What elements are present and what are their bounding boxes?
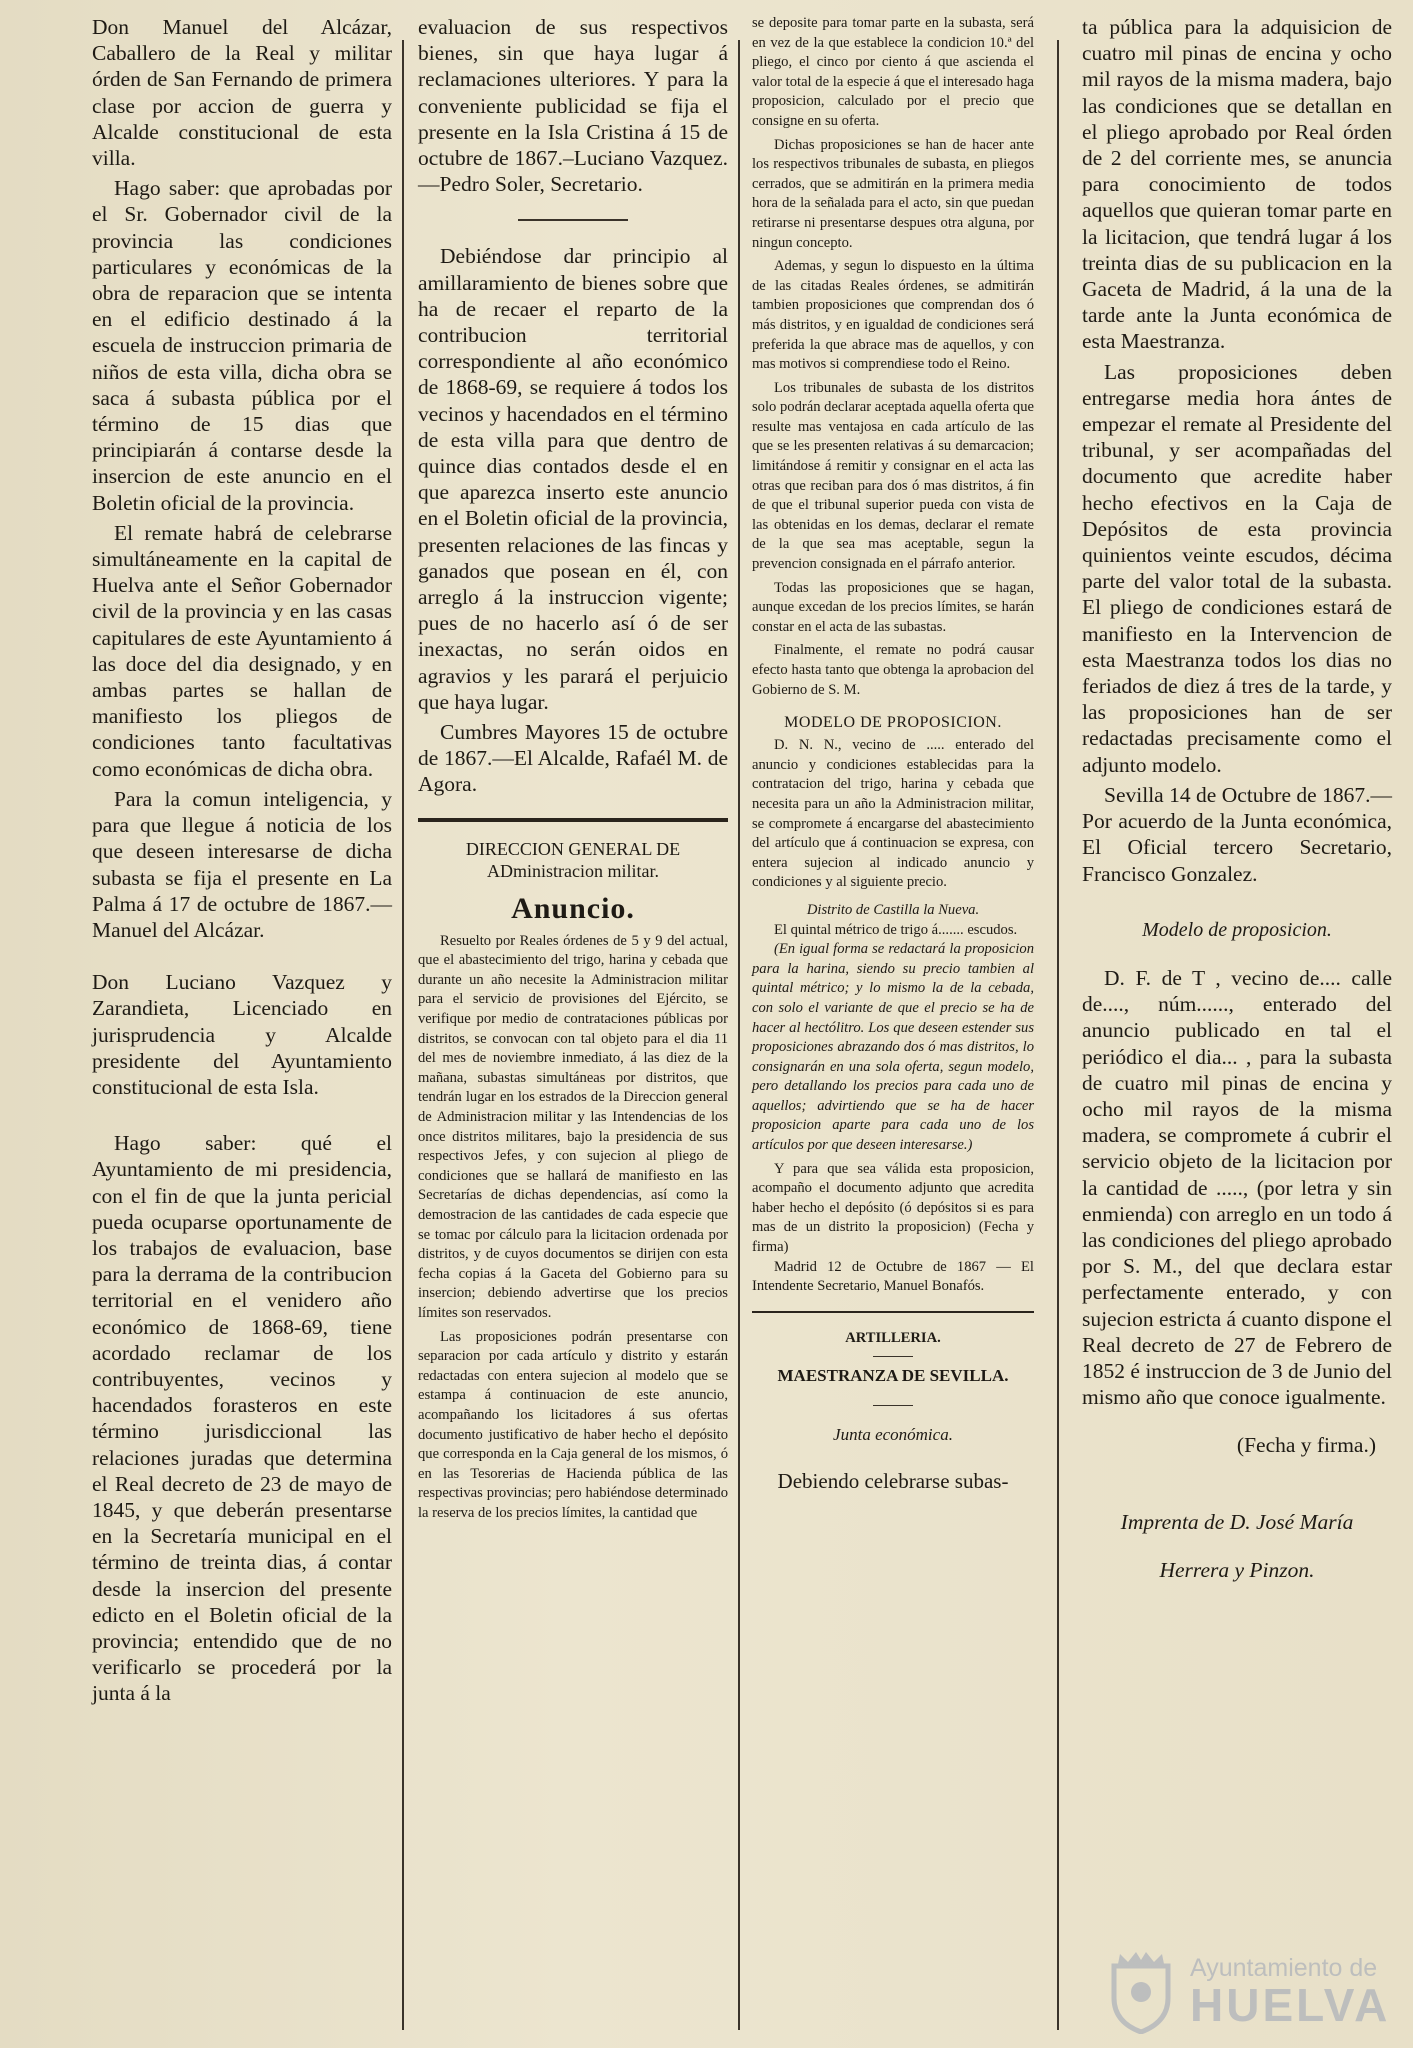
paragraph-small: Resuelto por Reales órdenes de 5 y 9 del actual, que el abastecimiento del trigo, harina y cebada que durante un año necesite la Administracion militar para el servicio de provisiones del Ejército, se verifique por medio de contrataciones públicas por distritos, se convocan con tal objeto para el dia 11 del mes de noviembre inmediato, á las diez de la mañana, subastas simultáneas por distritos, que tendrán lugar en los estrados de la Direccion general de Administracion militar y las Intendencias de los once distritos militares, bajo la presidencia de sus respectivos Jefes, y con sujecion al pliego de condiciones que se hallará de manifiesto en las Secretarías de dichas dependencias, así como la demostracion de las cantidades de cada especie que se tomac por cálculo para la licitacion ordenada por distritos, y de cuyos documentos se dirijen con esta fecha copias á la Gaceta del Gobierno para su insercion; debiendo advertirse que los precios límites son reservados. xyxy=(418,932,728,1321)
paragraph: Para la comun inteligencia, y para que llegue á noticia de los que deseen interesarse de dicha subasta se fija el presente en La Palma á 17 de octubre de 1867.—Manuel del Alcázar. xyxy=(92,786,392,942)
signature-line: (Fecha y firma.) xyxy=(1236,1433,1376,1458)
paragraph: El remate habrá de celebrarse simultáneamente en la capital de Huelva ante el Señor Gobernador civil de la provincia y en las casas capitulares de este Ayuntamiento á las doce del dia designado, y en ambas partes se hallan de manifiesto los pliegos de condiciones tanto facultativas como económicas de dicha obra. xyxy=(92,520,392,781)
modelo-heading: Modelo de proposicion. xyxy=(1142,918,1332,941)
paragraph-small: Ademas, y segun lo dispuesto en la última de las citadas Reales órdenes, se admitirán tambien proposiciones que comprendan dos ó más distritos, y en igualdad de condiciones será preferida la que abrace mas de aquellos, y con mas motivos si comprendiese todo el Reino. xyxy=(752,258,1034,373)
watermark-line1: Ayuntamiento de xyxy=(1190,1954,1378,1982)
paragraph: Debiendo celebrarse subas- xyxy=(777,1469,1009,1494)
city-crest-icon xyxy=(1106,1948,1176,2034)
junta-heading: Junta económica. xyxy=(833,1425,953,1445)
paragraph: D. F. de T , vecino de.... calle de...., núm......, enterado del anuncio publicado en tal el periódico el dia... , para la subasta de cuatro mil pinas de encina y ocho mil rayos de la misma madera, se compromete á cubrir el servicio objeto de la licitacion por la cantidad de ....., (por letra y sin enmienda) con arreglo en un todo á las condiciones del pliego aprobado por S. M., del que declara estar perfectamente enterado, y con sujecion estricta á cuanto dispone el Real decreto de 27 de Febrero de 1852 é instruccion de 3 de Junio del mismo año que conoce igualmente. xyxy=(1082,965,1392,1410)
paragraph: Debiéndose dar principio al amillaramiento de bienes sobre que ha de recaer el reparto de la contribucion territorial correspondiente al año económico de 1868-69, se requiere á todos los vecinos y hacendados en el término de esta villa para que dentro de quince dias contados desde el en que aparezca inserto este anuncio en el Boletin oficial de la provincia, presenten relaciones de las fincas y ganados que posean en él, con arreglo á la instruccion vigente; pues de no hacerlo así ó de ser inexactas, no serán oidos en agravios y les parará el perjuicio que haya lugar. xyxy=(418,244,728,714)
section-divider-thick xyxy=(418,818,728,822)
section-divider xyxy=(518,219,628,221)
column-2 xyxy=(418,14,728,1524)
paragraph: Hago saber: que aprobadas por el Sr. Gobernador civil de la provincia las condiciones particulares y económicas de la obra de reparacion que se intenta en el edificio destinado á la escuela de instruccion primaria de niños de esta villa, dicha obra se saca á subasta pública por el término de 15 dias que principiarán á contarse desde la insercion de este anuncio en el Boletin oficial de la provincia. xyxy=(92,176,392,515)
paragraph-small: Las proposiciones podrán presentarse con separacion por cada artículo y distrito y estarán redactadas con entera sujecion al modelo que se estampa á continuacion de este anuncio, acompañando los licitadores á sus ofertas documento justificativo de haber hecho el depósito que corresponda en la Caja general de los mismos, ó en las Tesorerias de Hacienda pública de las respectivas provincias; pero habiéndose determinado la reserva de los precios límites, la cantidad que xyxy=(418,1328,728,1521)
paragraph-small: Los tribunales de subasta de los distritos solo podrán declarar aceptada aquella oferta que resulte mas ventajosa en cada artículo de las que se les presenten relativas á su demarcacion; limitándose á remitir y consignar en el acta las otras que reciban para dos ó mas distritos, á fin de que el tribunal superior pueda con vista de las obtenidas en los demas, declarar el remate de la que sea mas aceptable, segun la prevencion consignada en el párrafo anterior. xyxy=(752,379,1034,573)
column-rule xyxy=(738,40,740,2030)
section-divider xyxy=(873,1356,913,1357)
watermark-line2: HUELVA xyxy=(1190,1979,1391,2031)
imprint-line: Imprenta de D. José María xyxy=(1120,1509,1354,1534)
section-divider xyxy=(752,1311,1034,1313)
paragraph: evaluacion de sus respectivos bienes, sin que haya lugar á reclamaciones ulteriores. Y para la conveniente publicidad se fija el presente en la Isla Cristina á 15 de octubre de 1867.–Luciano Vazquez. —Pedro Soler, Secretario. xyxy=(418,15,728,197)
paragraph-small: Madrid 12 de Octubre de 1867 — El Intendente Secretario, Manuel Bonafós. xyxy=(752,1258,1034,1295)
notice-heading-vazquez: Don Luciano Vazquez y Zarandieta, Licenciado en jurisprudencia y Alcalde presidente del Ayuntamiento constitucional de esta Isla. xyxy=(92,970,392,1099)
artilleria-heading: ARTILLERIA. xyxy=(845,1329,941,1346)
paragraph-small: Dichas proposiciones se han de hacer ante los respectivos tribunales de subasta, en pliegos cerrados, que se admitirán en la primera media hora de la señalada para el acto, sin que puedan retirarse ni presentarse despues otra alguna, por ningun concepto. xyxy=(752,136,1034,251)
column-rule xyxy=(402,40,404,2030)
imprint-line: Herrera y Pinzon. xyxy=(1159,1557,1315,1582)
paragraph-small-italic: (En igual forma se redactará la proposicion para la harina, siendo su precio tambien al quintal métrico; y lo mismo la de la cebada, con solo el variante de que el precio se ha de hacer al hectólitro. Los que deseen estender sus proposiciones abrazando dos ó mas distritos, lo consignarán en una sola oferta, segun modelo, pero detallando los precios para cada uno de aquellos; advirtiendo que se ha de hacer proposicion aparte para cada uno de los artículos por que deseen interesarse.) xyxy=(752,941,1034,1154)
column-1 xyxy=(92,14,392,1707)
paragraph: Sevilla 14 de Octubre de 1867.—Por acuerdo de la Junta económica, El Oficial tercero Secretario, Francisco Gonzalez. xyxy=(1082,782,1392,886)
column-4 xyxy=(1082,14,1392,1583)
section-divider xyxy=(873,1405,913,1406)
distrito-heading: Distrito de Castilla la Nueva. xyxy=(806,901,980,918)
paragraph-small: El quintal métrico de trigo á....... escudos. xyxy=(774,921,1018,938)
column-rule xyxy=(1057,40,1059,2030)
column-3 xyxy=(752,14,1034,1494)
modelo-heading: MODELO DE PROPOSICION. xyxy=(784,714,1002,732)
paragraph: ta pública para la adquisicion de cuatro mil pinas de encina y ocho mil rayos de la misma madera, bajo las condiciones que se detallan en el pliego aprobado por Real órden de 2 del corriente mes, se anuncia para conocimiento de todos aquellos que quieran tomar parte en la licitacion, que tendrá lugar á los treinta dias de su publicacion en la Gaceta de Madrid, á la una de la tarde ante la Junta económica de esta Maestranza. xyxy=(1082,15,1392,354)
paragraph: Hago saber: qué el Ayuntamiento de mi presidencia, con el fin de que la junta pericial pueda ocuparse oportunamente de los trabajos de evaluacion, base para la derrama de la contribucion territorial en el venidero año económico de 1868-69, tiene acordado reclamar de los contribuyentes, vecinos y hacendados forasteros en este término jurisdiccional las relaciones juradas que determina el Real decreto de 23 de mayo de 1845, y que deberán presentarse en la Secretaría municipal en el término de treinta dias, á contar desde la insercion del presente edicto en el Boletin oficial de la provincia; entendido que de no verificarlo se procederá por la junta á la xyxy=(92,1131,392,1706)
paragraph-small: se deposite para tomar parte en la subasta, será en vez de la que establece la condicion 10.ª del pliego, el cinco por ciento á que ascienda el valor total de la especie á que el interesado haga proposicion, calculado por el precio que consigne en su oferta. xyxy=(752,15,1034,129)
section-heading: DIRECCION GENERAL DE ADministracion militar. xyxy=(465,838,681,881)
paragraph-small: D. N. N., vecino de ..... enterado del anuncio y condiciones establecidas para la contratacion del trigo, harina y cebada que necesita para un año la Administracion militar, se compromete á encargarse del abastecimiento del artículo que á continuacion se expresa, con entera sujecion al indicado anuncio y condiciones y al siguiente precio. xyxy=(752,737,1034,891)
maestranza-heading: MAESTRANZA DE SEVILLA. xyxy=(777,1366,1009,1386)
paragraph-small: Y para que sea válida esta proposicion, acompaño el documento adjunto que acredita haber hecho el depósito (ó depósitos si es para mas de un distrito la proposicion) (Fecha y firma) xyxy=(752,1160,1034,1256)
anuncio-title: Anuncio. xyxy=(511,891,635,925)
paragraph-small: Finalmente, el remate no podrá causar efecto hasta tanto que obtenga la aprobacion del Gobierno de S. M. xyxy=(752,642,1034,698)
paragraph: Cumbres Mayores 15 de octubre de 1867.—El Alcalde, Rafaél M. de Agora. xyxy=(418,720,728,797)
ayuntamiento-watermark xyxy=(1100,1948,1400,2038)
paragraph: Las proposiciones deben entregarse media hora ántes de empezar el remate al Presidente del tribunal, y ser acompañadas del documento que acredite haber hecho efectivos en la Caja de Depósitos de esta provincia quinientos veinte escudos, décima parte del valor total de la subasta. El pliego de condiciones estará de manifiesto en la Intervencion de esta Maestranza todos los dias no feriados de diez á tres de la tarde, y las proposiciones han de ser redactadas precisamente como el adjunto modelo. xyxy=(1082,359,1392,777)
notice-heading-alcazar: Don Manuel del Alcázar, Caballero de la Real y militar órden de San Fernando de primera clase por accion de guerra y Alcalde constitucional de esta villa. xyxy=(92,15,392,171)
paragraph-small: Todas las proposiciones que se hagan, aunque excedan de los precios límites, se harán constar en el acta de las subastas. xyxy=(752,579,1034,635)
